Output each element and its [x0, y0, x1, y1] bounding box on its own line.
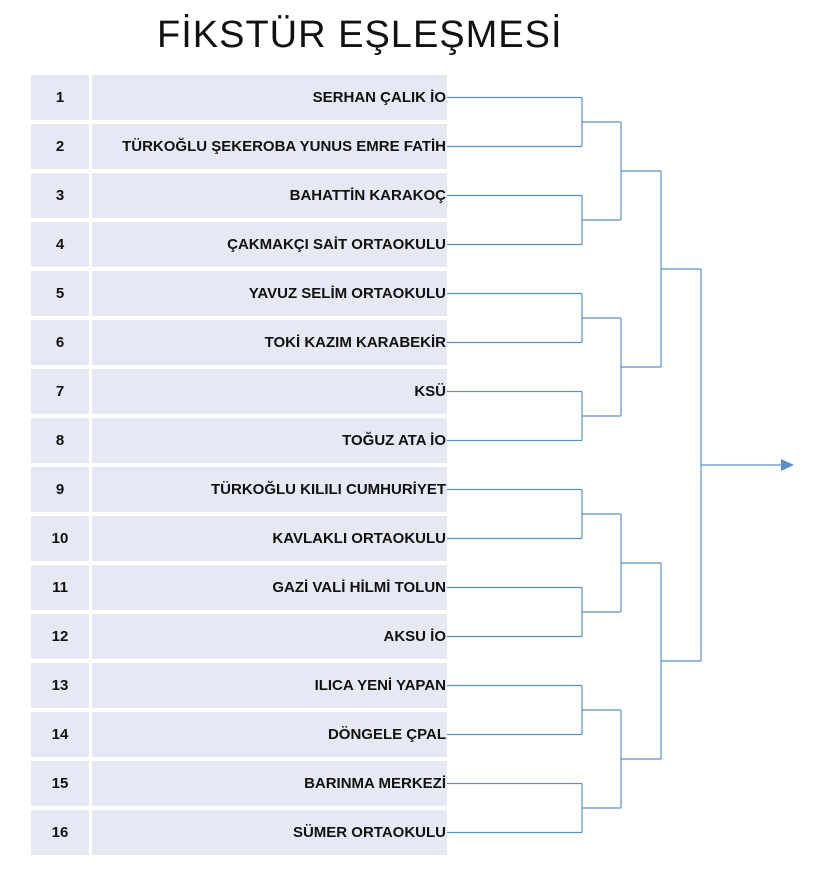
team-name: AKSU İO: [92, 614, 447, 659]
team-name: TÜRKOĞLU KILILI CUMHURİYET: [92, 467, 447, 512]
team-name: SÜMER ORTAOKULU: [92, 810, 447, 855]
arrow-head-icon: [781, 459, 794, 471]
team-number: 7: [31, 369, 89, 414]
team-name: BARINMA MERKEZİ: [92, 761, 447, 806]
team-number: 14: [31, 712, 89, 757]
team-number: 8: [31, 418, 89, 463]
team-name: KSÜ: [92, 369, 447, 414]
team-number: 6: [31, 320, 89, 365]
team-number: 4: [31, 222, 89, 267]
team-number: 15: [31, 761, 89, 806]
team-name: KAVLAKLI ORTAOKULU: [92, 516, 447, 561]
team-number: 12: [31, 614, 89, 659]
page-title: FİKSTÜR EŞLEŞMESİ: [157, 14, 563, 56]
team-name: GAZİ VALİ HİLMİ TOLUN: [92, 565, 447, 610]
team-number: 10: [31, 516, 89, 561]
team-number: 16: [31, 810, 89, 855]
team-name: YAVUZ SELİM ORTAOKULU: [92, 271, 447, 316]
team-name: BAHATTİN KARAKOÇ: [92, 173, 447, 218]
team-number: 2: [31, 124, 89, 169]
team-name: ILICA YENİ YAPAN: [92, 663, 447, 708]
team-name: ÇAKMAKÇI SAİT ORTAOKULU: [92, 222, 447, 267]
team-number: 9: [31, 467, 89, 512]
team-number: 11: [31, 565, 89, 610]
team-number: 5: [31, 271, 89, 316]
team-name: SERHAN ÇALIK İO: [92, 75, 447, 120]
team-name: TÜRKOĞLU ŞEKEROBA YUNUS EMRE FATİH: [92, 124, 447, 169]
team-name: TOKİ KAZIM KARABEKİR: [92, 320, 447, 365]
team-number: 1: [31, 75, 89, 120]
team-name: DÖNGELE ÇPAL: [92, 712, 447, 757]
team-name: TOĞUZ ATA İO: [92, 418, 447, 463]
team-number: 13: [31, 663, 89, 708]
team-number: 3: [31, 173, 89, 218]
